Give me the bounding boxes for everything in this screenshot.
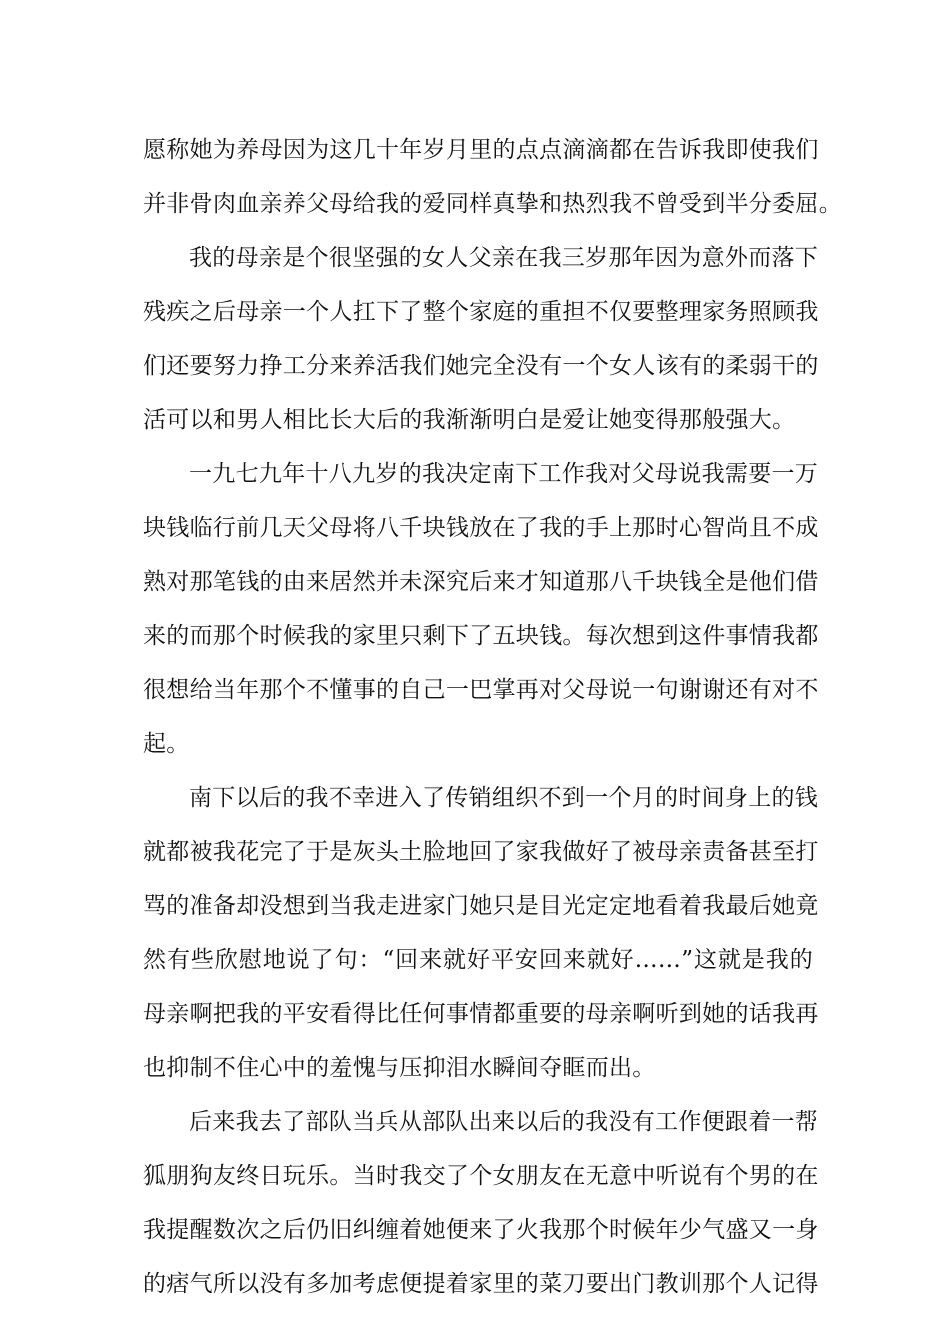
text-line: 们还要努力挣工分来养活我们她完全没有一个女人该有的柔弱干的 bbox=[143, 353, 819, 379]
text-line: 活可以和男人相比长大后的我渐渐明白是爱让她变得那般强大。 bbox=[143, 407, 796, 433]
text-line: 残疾之后母亲一个人扛下了整个家庭的重担不仅要整理家务照顾我 bbox=[143, 299, 819, 325]
paragraph-first-line: 一九七九年十八九岁的我决定南下工作我对父母说我需要一万 bbox=[189, 461, 819, 487]
text-line: 很想给当年那个不懂事的自己一巴掌再对父母说一句谢谢还有对不 bbox=[143, 677, 819, 703]
paragraph-first-line: 南下以后的我不幸进入了传销组织不到一个月的时间身上的钱 bbox=[189, 785, 819, 811]
text-line: 愿称她为养母因为这几十年岁月里的点点滴滴都在告诉我即使我们 bbox=[143, 137, 819, 163]
text-line: 狐朋狗友终日玩乐。当时我交了个女朋友在无意中听说有个男的在 bbox=[143, 1163, 819, 1189]
text-line: 并非骨肉血亲养父母给我的爱同样真挚和热烈我不曾受到半分委屈。 bbox=[143, 191, 842, 217]
text-line: 熟对那笔钱的由来居然并未深究后来才知道那八千块钱全是他们借 bbox=[143, 569, 819, 595]
paragraph-first-line: 我的母亲是个很坚强的女人父亲在我三岁那年因为意外而落下 bbox=[189, 245, 819, 271]
text-line: 骂的准备却没想到当我走进家门她只是目光定定地看着我最后她竟 bbox=[143, 893, 819, 919]
text-line: 母亲啊把我的平安看得比任何事情都重要的母亲啊听到她的话我再 bbox=[143, 1001, 819, 1027]
text-line: 也抑制不住心中的羞愧与压抑泪水瞬间夺眶而出。 bbox=[143, 1055, 656, 1081]
paragraph-first-line: 后来我去了部队当兵从部队出来以后的我没有工作便跟着一帮 bbox=[189, 1109, 819, 1135]
text-line: 来的而那个时候我的家里只剩下了五块钱。每次想到这件事情我都 bbox=[143, 623, 819, 649]
text-line: 起。 bbox=[143, 731, 190, 757]
text-line: 然有些欣慰地说了句：“回来就好平安回来就好……”这就是我的 bbox=[143, 947, 813, 973]
text-line: 块钱临行前几天父母将八千块钱放在了我的手上那时心智尚且不成 bbox=[143, 515, 819, 541]
text-line: 的痞气所以没有多加考虑便提着家里的菜刀要出门教训那个人记得 bbox=[143, 1271, 819, 1297]
text-line: 就都被我花完了于是灰头土脸地回了家我做好了被母亲责备甚至打 bbox=[143, 839, 819, 865]
text-line: 我提醒数次之后仍旧纠缠着她便来了火我那个时候年少气盛又一身 bbox=[143, 1217, 819, 1243]
